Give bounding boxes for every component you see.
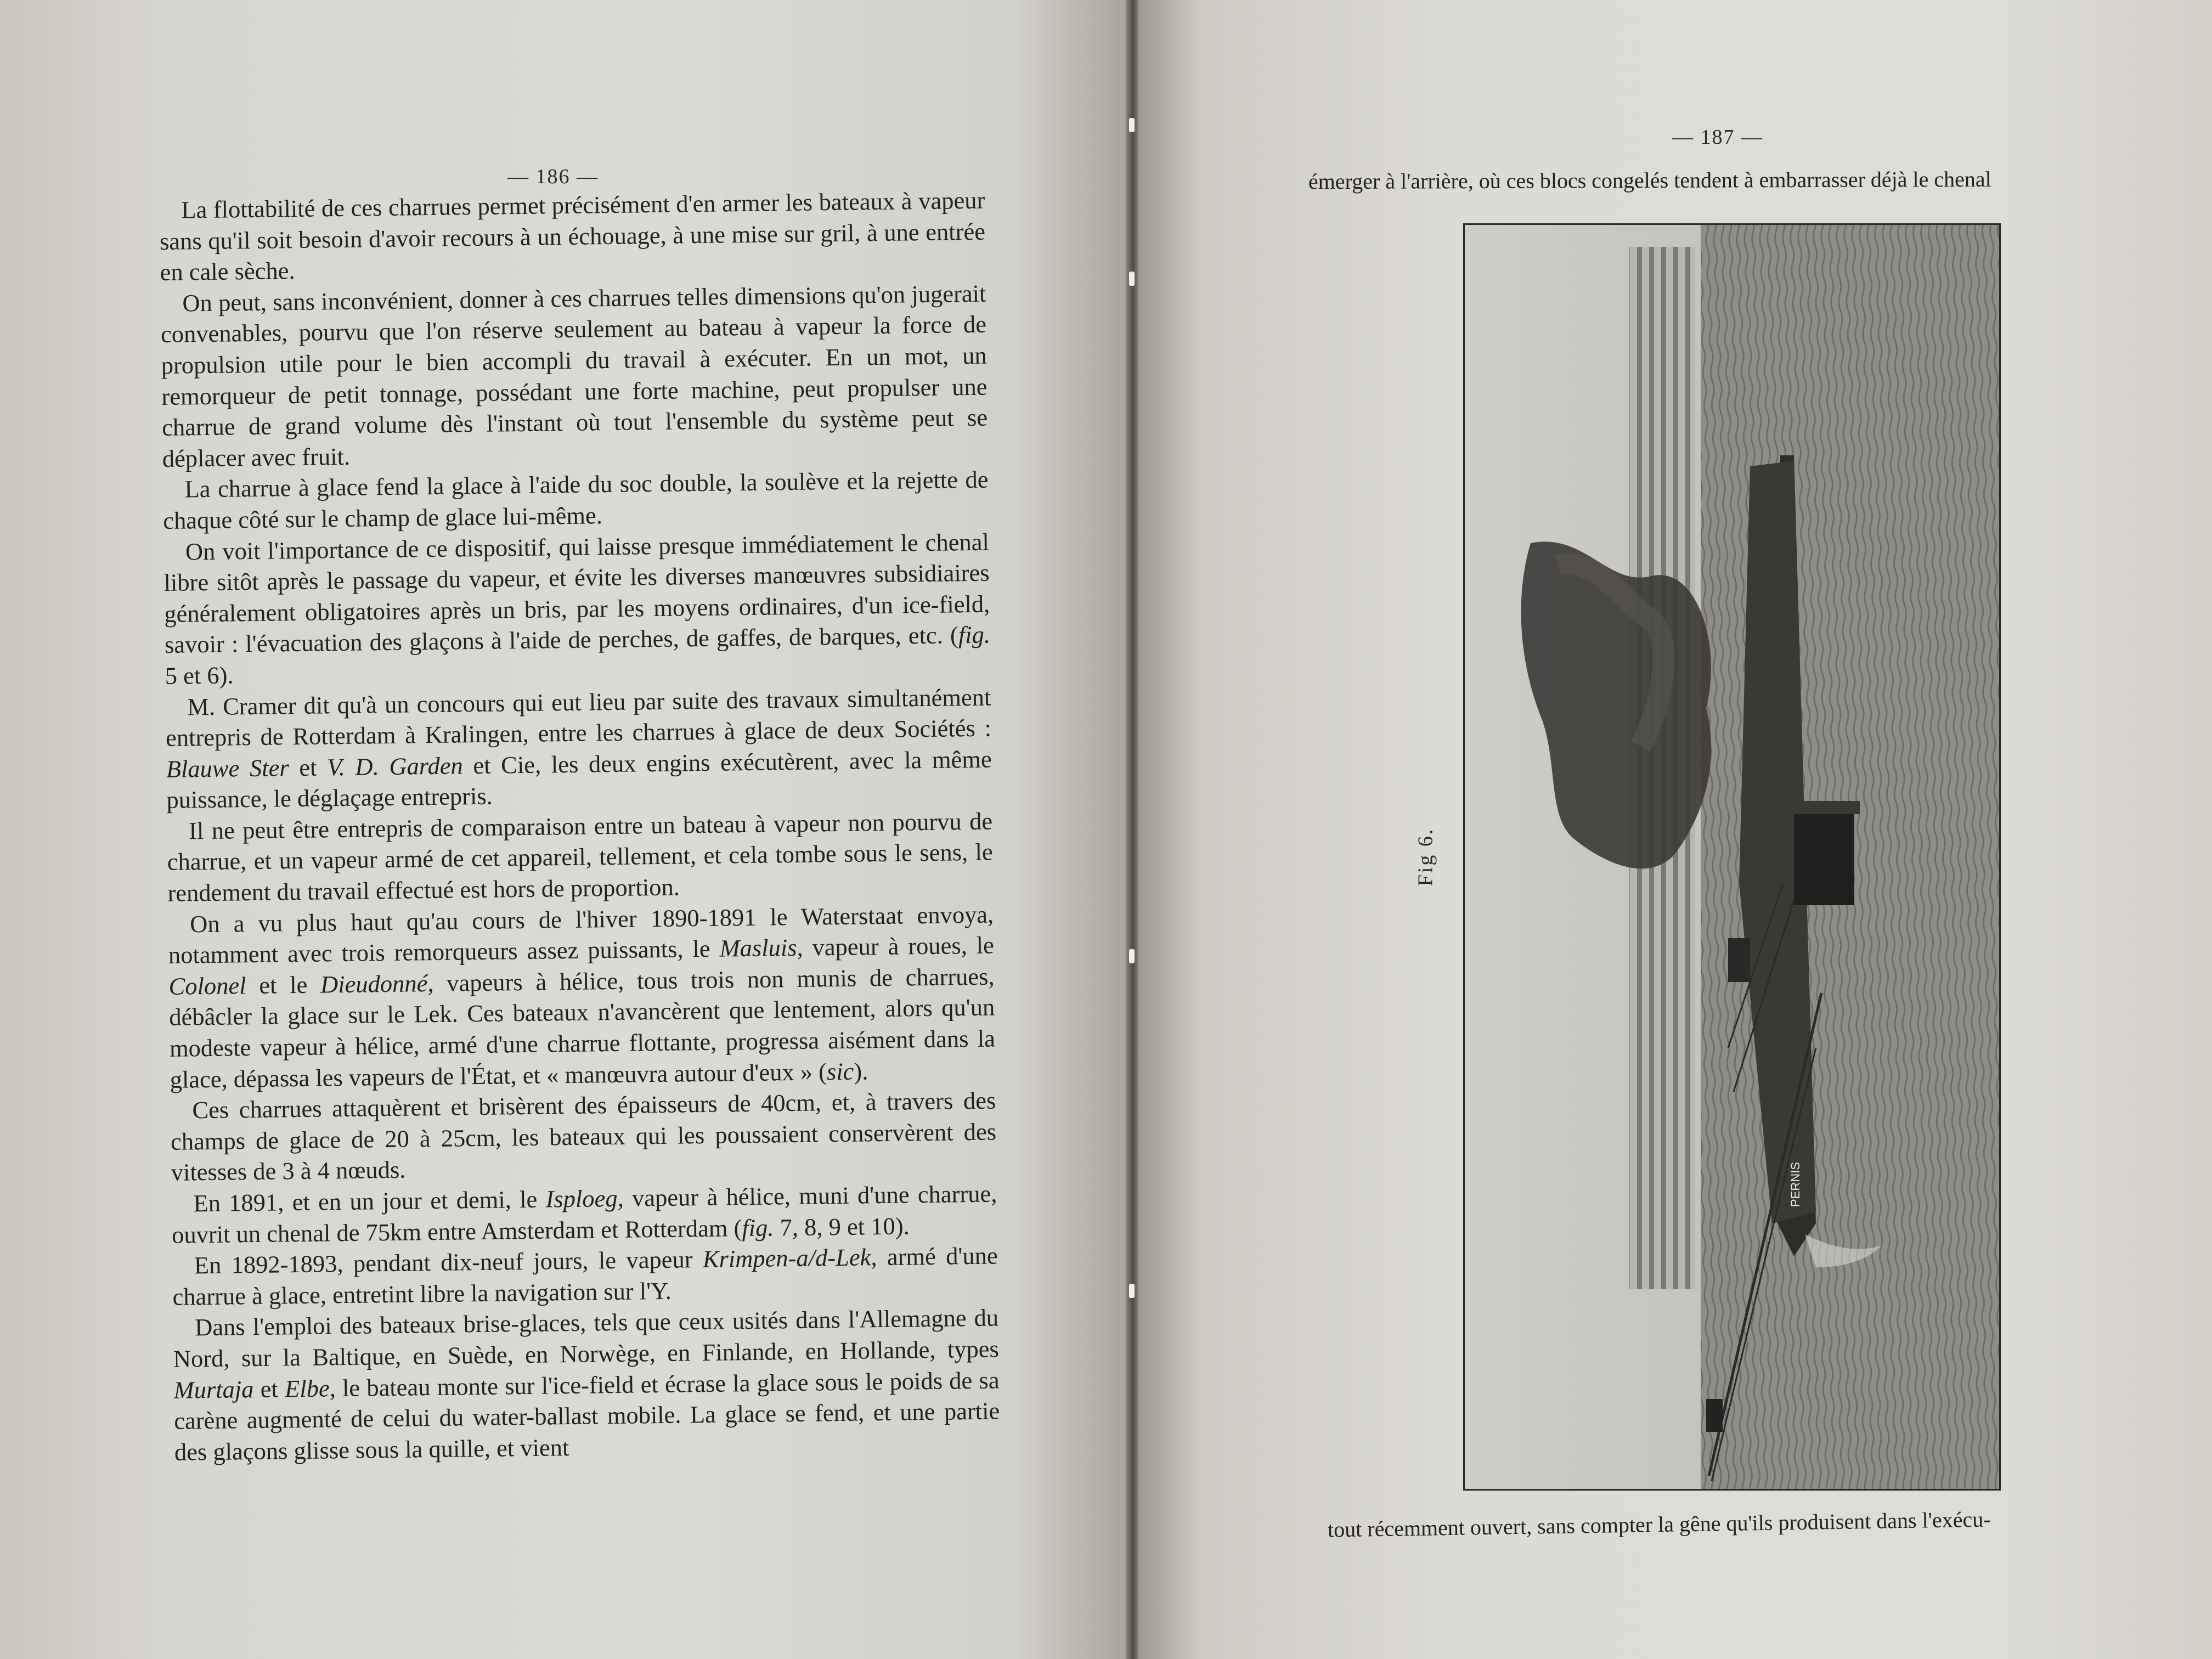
paragraph-text: Ces charrues attaquèrent et brisèrent des épaisseurs de 40cm, et, à travers des champs de glace de 20 à 25cm, les bateaux qui les poussaient conservèrent des vitesses de 3 à 4 nœuds. bbox=[170, 1086, 997, 1187]
paragraph-text: et bbox=[289, 753, 328, 781]
paragraph-text: La flottabilité de ces charrues permet précisément d'en armer les bateaux à vapeur sans qu'il soit besoin d'avoir recours à un échouage, à une mise sur gril, à une entrée en cale sèche. bbox=[159, 186, 986, 286]
paragraph-text: le bateau monte sur l'ice-field et écrase la glace sous le poids de sa carène augmenté de celui du water-ballast mobile. La glace se fend, et une partie des glaçons glisse sous la quille, et vient bbox=[174, 1366, 1000, 1466]
paragraph-text: Il ne peut être entrepris de comparaison entre un bateau à vapeur non pourvu de charrue, et un vapeur armé de cet appareil, tellement, et cela tombe sous le sens, le rendement du travail effectué est hors de proportion. bbox=[167, 807, 994, 907]
paragraph-text: M. Cramer dit qu'à un concours qui eut lieu par suite des travaux simultanément entrepris de Rotterdam à Kralingen, entre les charrues à glace de deux Sociétés : bbox=[165, 683, 992, 752]
paragraph bbox=[171, 1178, 997, 1250]
paragraph bbox=[163, 526, 991, 691]
figure-label: Fig 6. bbox=[1414, 827, 1437, 887]
italic-text: Elbe, bbox=[284, 1374, 336, 1402]
paragraph-text: 7, 8, 9 et 10). bbox=[774, 1212, 910, 1242]
paragraph-text: On voit l'importance de ce dispositif, qui laisse presque immédiatement le chenal libre sitôt après le passage du vapeur, et évite les diverses manœuvres subsidiaires généralement obligatoires après un bris, par les moyens ordinaires, d'un ice-field, savoir : l'évacuation des glaçons à l'aide de perches, de gaffes, de barques, etc. ( bbox=[163, 528, 990, 659]
right-page-top-line: émerger à l'arrière, où ces blocs congelés tendent à embarrasser déjà le chenal bbox=[1308, 166, 1991, 194]
paragraph-text: armé d'une charrue à glace, entretint libre la navigation sur l'Y. bbox=[172, 1242, 998, 1311]
paragraph-text: et Cie, les deux engins exécutèrent, avec la même puissance, le déglaçage entrepris. bbox=[166, 745, 992, 814]
italic-text: Colonel bbox=[168, 972, 246, 1000]
paragraph bbox=[170, 1085, 997, 1188]
paragraph-text: et bbox=[253, 1374, 285, 1403]
binding-stitch bbox=[1129, 272, 1135, 286]
binding-stitch bbox=[1129, 949, 1135, 963]
paragraph-text: Dans l'emploi des bateaux brise-glaces, tels que ceux usités dans l'Allemagne du Nord, sur la Baltique, en Suède, en Norwège, en Finlande, en Hollande, types bbox=[173, 1304, 1000, 1373]
right-page-bottom-line: tout récemment ouvert, sans compter la gêne qu'ils produisent dans l'exécu- bbox=[1327, 1506, 1991, 1542]
paragraph-text: vapeur à roues, le bbox=[803, 931, 995, 962]
paragraph-text: On a vu plus haut qu'au cours de l'hiver 1890-1891 le Waterstaat envoya, notamment avec trois remorqueurs assez puissants, le bbox=[168, 900, 994, 969]
paragraph-text: vapeur à hélice, muni d'une charrue, ouvrit un chenal de 75km entre Amsterdam et Rotterdam ( bbox=[171, 1180, 997, 1249]
paragraph bbox=[168, 899, 996, 1095]
paragraph bbox=[160, 278, 988, 474]
figure-6-photo bbox=[1463, 223, 2001, 1491]
italic-text: Krimpen-a/d-Lek, bbox=[702, 1243, 877, 1273]
paragraph bbox=[165, 681, 992, 816]
steamboat-with-ice-plough-icon bbox=[1465, 225, 1999, 1489]
left-page-body-text bbox=[159, 185, 1000, 1468]
paragraph bbox=[173, 1302, 1000, 1468]
italic-text: Dieudonné, bbox=[320, 969, 434, 998]
paragraph bbox=[167, 805, 994, 909]
italic-text: Blauwe Ster bbox=[166, 753, 289, 783]
page-number-left: — 186 — bbox=[507, 165, 599, 188]
paragraph-text: On peut, sans inconvénient, donner à ces charrues telles dimensions qu'on jugerait convenables, pourvu que l'on réserve seulement au bateau à vapeur la force de propulsion utile pour le bien accompli du travail à exécuter. En un mot, un remorqueur de petit tonnage, possédant une forte machine, peut propulser une charrue de grand volume dès l'instant où tout l'ensemble du système peut se déplacer avec fruit. bbox=[160, 279, 988, 472]
italic-text: Isploeg, bbox=[545, 1184, 624, 1213]
paragraph-text: et le bbox=[246, 970, 321, 1000]
italic-text: Masluis, bbox=[719, 934, 803, 962]
italic-text: fig. bbox=[742, 1214, 774, 1242]
paragraph bbox=[162, 464, 989, 537]
paragraph-text: En 1891, et en un jour et demi, le bbox=[193, 1185, 546, 1217]
italic-text: fig. bbox=[958, 620, 991, 649]
paragraph-text: vapeurs à hélice, tous trois non munis de charrues, débâcler la glace sur le Lek. Ces bateaux n'avancèrent que lentement, alors qu'un modeste vapeur à hélice, armé d'une charrue flottante, progressa aisément dans la glace, dépassa les vapeurs de l'État, et « manœuvra autour d'eux » ( bbox=[169, 962, 996, 1093]
italic-text: sic bbox=[826, 1057, 854, 1085]
italic-text: V. D. Garden bbox=[326, 752, 464, 781]
paragraph bbox=[159, 185, 986, 288]
paragraph-text: La charrue à glace fend la glace à l'aide du soc double, la soulève et la rejette de chaque côté sur le champ de glace lui-même. bbox=[162, 465, 989, 534]
paragraph bbox=[172, 1240, 998, 1313]
italic-text: Murtaja bbox=[173, 1375, 254, 1404]
paragraph-text: ). bbox=[854, 1057, 868, 1085]
paragraph-text: 5 et 6). bbox=[165, 661, 234, 690]
boat-name-label: PERNIS bbox=[1788, 1162, 1802, 1207]
binding-stitch bbox=[1129, 1284, 1135, 1298]
page-number-right: — 187 — bbox=[1672, 126, 1763, 149]
paragraph-text: En 1892-1893, pendant dix-neuf jours, le vapeur bbox=[194, 1245, 703, 1279]
binding-stitch bbox=[1129, 118, 1135, 132]
